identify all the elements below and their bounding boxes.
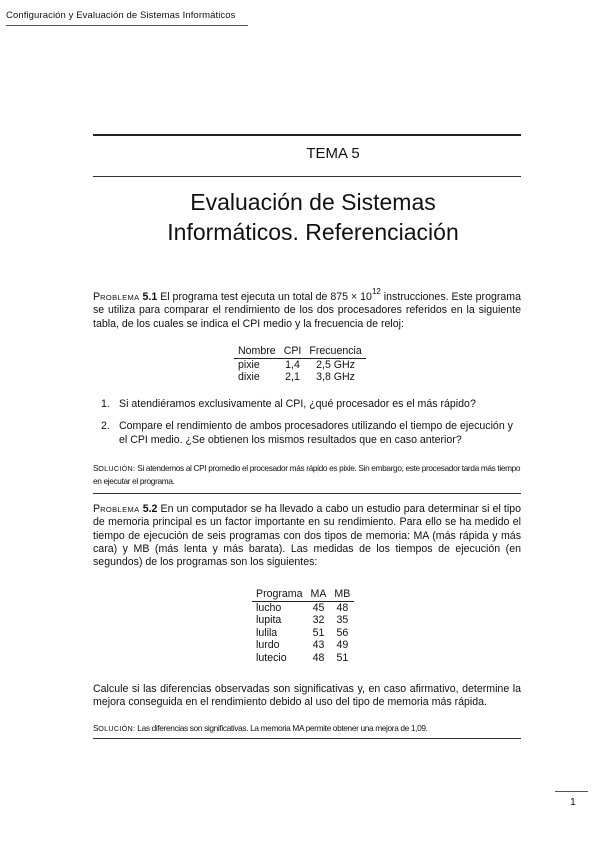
- table-cell: lucho: [256, 601, 282, 614]
- table-cell: 49: [336, 639, 349, 651]
- problem-5-2-statement: PROBLEMA 5.2 En un computador se ha llevado a cabo un estudio para determinar si el tipo de memoria principal es un factor importante en su rendimiento. Para ello se ha medido el tiempo de ejecución de seis programas con dos tipos de memoria: MA (más rápida y más cara) y MB (más lenta y más barata). Las medidas de los tiempos de ejecución (en segundos) de los programas son los siguientes:: [93, 503, 521, 569]
- chapter-title-line-2: Informáticos. Referenciación: [167, 219, 459, 245]
- table-cell: 51: [312, 626, 325, 639]
- solution-label: SOLUCIÓN:: [93, 723, 136, 733]
- chapter-title-line-1: Evaluación de Sistemas: [190, 189, 436, 215]
- problem-5-1-statement: PROBLEMA 5.1 El programa test ejecuta un total de $875 \times 10^{12}$ instrucciones. Este programa se utiliza para comparar el rendimiento de los dos procesadores referidos en la siguiente tabla, de los cuales se indica el CPI medio y la frecuencia de reloj:: [93, 287, 521, 330]
- table-header: MA: [307, 588, 331, 601]
- processor-table-wrapper: [234, 345, 366, 384]
- list-item: 2. Compare el rendimiento de ambos procesadores utilizando el tiempo de ejecución y el CPI medio. ¿Se obtienen los mismos resultados que en caso anterior?: [101, 420, 513, 446]
- table-row: [252, 652, 354, 665]
- table-header: MB: [330, 588, 354, 601]
- running-header-rule: [6, 25, 248, 26]
- table-row: [234, 358, 366, 371]
- table-cell: dixie: [238, 371, 260, 383]
- table-cell: lutecio: [256, 651, 287, 664]
- processor-table: [234, 345, 366, 384]
- table-cell: 48: [336, 601, 349, 614]
- table-cell: lurdo: [256, 639, 280, 651]
- table-header: CPI: [280, 345, 306, 358]
- table-cell: 3,8 GHz: [316, 371, 355, 383]
- problem-5-2-question: Calcule si las diferencias observadas son significativas y, en caso afirmativo, determine la mejora conseguida en el rendimiento debido al uso del tipo de memoria más rápida.: [93, 683, 521, 709]
- table-cell: pixie: [238, 358, 260, 371]
- table-header: Frecuencia: [305, 345, 365, 358]
- table-cell: 1,4: [285, 358, 300, 371]
- table-row: [234, 371, 366, 384]
- table-cell: 2,5 GHz: [316, 358, 355, 371]
- table-row: [252, 614, 354, 627]
- solution-label: SOLUCIÓN:: [93, 463, 136, 473]
- chapter-title: [93, 187, 533, 247]
- running-header: Configuración y Evaluación de Sistemas Informáticos: [6, 10, 236, 21]
- table-row: [252, 601, 354, 614]
- table-cell: lupita: [256, 614, 282, 626]
- chapter-top-rule: [93, 134, 521, 136]
- program-table-wrapper: [252, 588, 354, 664]
- section-divider: [93, 493, 521, 494]
- problem-5-1-solution: SOLUCIÓN: Si atendemos al CPI promedio el procesador más rápido es pixie. Sin embargo, este procesador tarda más tiempo en ejecutar el programa.: [93, 463, 521, 486]
- chapter-bottom-rule: [93, 176, 521, 177]
- problem-label: PROBLEMA 5.1: [93, 291, 158, 303]
- table-header: Programa: [252, 588, 307, 601]
- table-cell: 35: [336, 614, 349, 626]
- table-cell: 56: [336, 626, 349, 639]
- problem-5-2-solution: SOLUCIÓN: Las diferencias son significativas. La memoria MA permite obtener una mejora de 1,09.: [93, 723, 428, 733]
- table-row: [252, 639, 354, 652]
- table-header: Nombre: [234, 345, 280, 358]
- problem-label: PROBLEMA 5.2: [93, 503, 158, 515]
- page-number: 1: [570, 796, 576, 808]
- table-cell: 43: [312, 639, 325, 651]
- table-cell: 45: [312, 601, 325, 614]
- list-item: 1. Si atendiéramos exclusivamente al CPI, ¿qué procesador es el más rápido?: [101, 398, 476, 410]
- chapter-label: TEMA 5: [306, 145, 360, 162]
- table-cell: 32: [312, 614, 325, 626]
- exponent: 12: [371, 287, 381, 297]
- page-number-rule: [555, 791, 588, 792]
- table-cell: 51: [336, 651, 349, 664]
- table-cell: 2,1: [285, 371, 300, 383]
- problem-5-1-questions: [93, 398, 521, 456]
- section-divider: [93, 738, 521, 739]
- table-row: [252, 627, 354, 640]
- table-cell: 48: [312, 651, 325, 664]
- table-cell: lulila: [256, 626, 278, 639]
- program-table: [252, 588, 354, 664]
